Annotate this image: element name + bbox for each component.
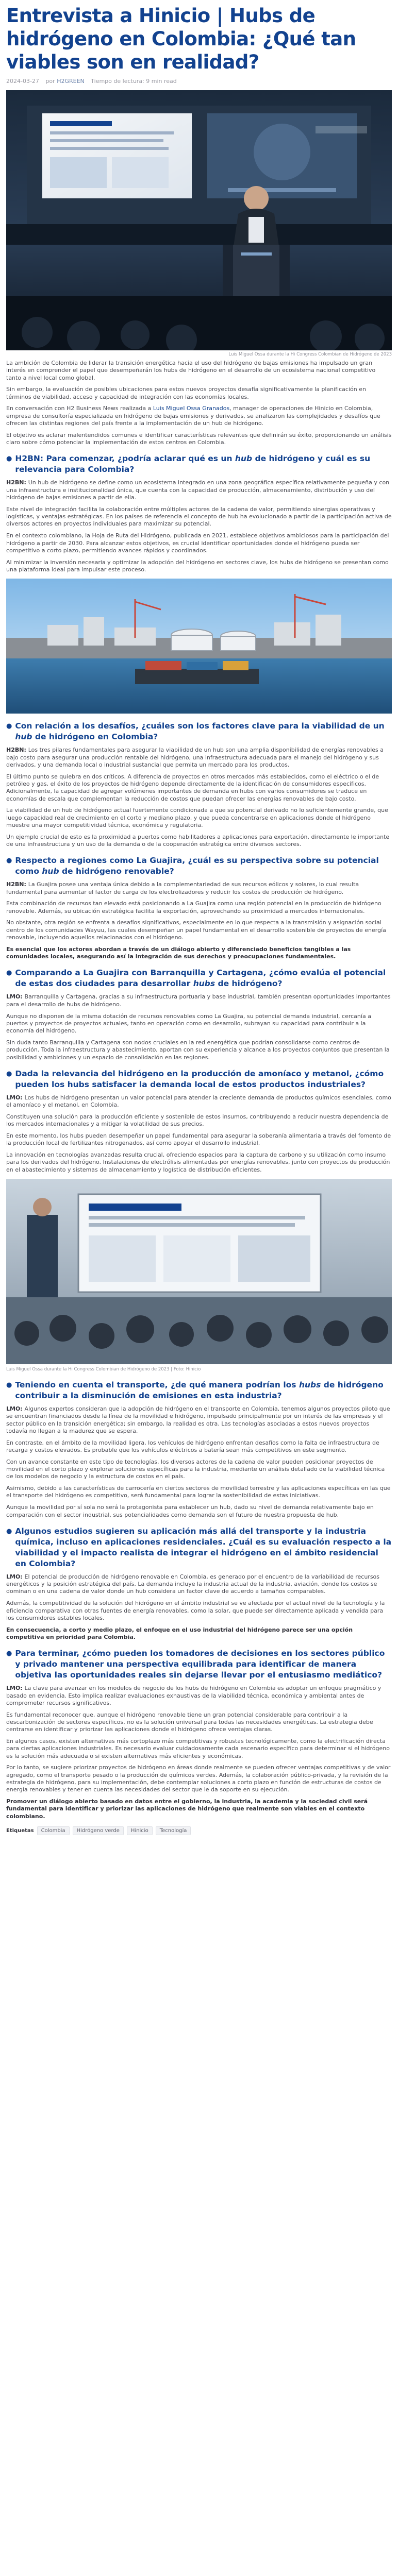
paragraph: Aunque no disponen de la misma dotación de recursos renovables como La Guajira, su potencial demanda industrial, cercanía a puertos y proyectos de proyectos actuales, tanto en operación como en desarrollo, subrayan su capacidad para contribuir a la economía del hidrógeno.	[6, 1012, 371, 1035]
paragraph: La innovación en tecnologías avanzadas resulta crucial, ofreciendo espacios para la captura de carbono y su utilización como insumo para los derivados del hidrógeno. Instalaciones de electrólisis alimentadas por energías renovables, junto con proyectos de producción en el abastecimiento y sistemas de almacenamiento y logística de distribución eficientes.	[6, 1151, 390, 1173]
paragraph: Con un avance constante en este tipo de tecnologías, los diversos actores de la cadena de valor pueden posicionar proyectos de movilidad en el corto plazo y explorar soluciones específicas para la industria, mediante un análisis detallado de la viabilidad técnica de los modelos de negocio y la estructura de costos en el país.	[6, 1458, 385, 1480]
paragraph: Es fundamental reconocer que, aunque el hidrógeno renovable tiene un gran potencial considerable para contribuir a la descarbonización de sectores específicos, no es la solución universal para todas las necesidades energéticas. La estrategia debe centrarse en identificar y priorizar las aplicaciones donde el hidrógeno ofrece ventajas claras.	[6, 1711, 373, 1733]
bullet-icon: ●	[6, 455, 12, 463]
article-meta	[6, 78, 392, 85]
paragraph: En el contexto colombiano, la Hoja de Ruta del Hidrógeno, publicada en 2021, establece objetivos ambiciosos para la participación del hidrógeno a partir de 2030. Para alcanzar estos objetivos, es crucial identificar oportunidades donde el hidrógeno pueda ser competitivo a corto plazo, permitiendo avances rápidos y coordinados.	[6, 532, 389, 554]
hero-image	[6, 90, 392, 350]
paragraph: La ambición de Colombia de liderar la transición energética hacia el uso del hidrógeno de bajas emisiones ha impulsado un gran interés en comprender el papel que desempeñarán los hubs de hidrógeno en el desarrollo de un ecosistema nacional competitivo tanto a nivel local como global.	[6, 360, 376, 381]
reading-time: Tiempo de lectura: 9 min read	[91, 78, 177, 84]
paragraph: El último punto se quiebra en dos críticos. A diferencia de proyectos en otros mercados más establecidos, como el eléctrico o el de petróleo y gas, el éxito de los proyectos de hidrógeno depende directamente de la identificación de consumidores específicos. Adicionalmente, la capacidad de agregar volúmenes importantes de demanda en hubs con varios consumidores se traduce en economías de escala que complementan la reducción de costos que puedan ofrecer las energías renovables de bajo costo.	[6, 773, 379, 802]
paragraph: H2BN: La Guajira posee una ventaja única debido a la complementariedad de sus recursos eólicos y solares, lo cual resulta fundamental para aumentar el factor de carga de los electrolizadores y reducir los costos de producción de hidrógeno.	[6, 881, 359, 895]
hero-caption: Luis Miguel Ossa durante la Hi Congress Colombian de Hidrógeno de 2023	[228, 352, 392, 357]
author-prefix: por	[45, 78, 55, 84]
paragraph: En contraste, en el ámbito de la movilidad ligera, los vehículos de hidrógeno enfrentan desafíos como la falta de infraestructura de recarga y costos elevados. Es probable que los vehículos eléctricos a batería sean más competitivos en este segmento.	[6, 1439, 379, 1453]
question-heading: ● Con relación a los desafíos, ¿cuáles son los factores clave para la viabilidad de un hub de hidrógeno en Colombia?	[6, 721, 385, 742]
person-link[interactable]: Luis Miguel Ossa Granados	[153, 405, 230, 412]
paragraph: Sin embargo, la evaluación de posibles ubicaciones para estos nuevos proyectos desafía significativamente la planificación en términos de viabilidad, acceso y capacidad de integración con las economías locales.	[6, 386, 366, 400]
industrial-port-photo	[6, 579, 392, 714]
article-body	[0, 358, 398, 1835]
paragraph: LMO: El potencial de producción de hidrógeno renovable en Colombia, es generado por el encuentro de la variabilidad de recursos energéticos y la posición estratégica del país. La demanda incluye la industria actual de la industria, aviación, donde los costos se dominan o en una cadena de valor donde un hub considera un factor clave de acuerdo a tamaños comparables.	[6, 1573, 380, 1595]
author-link[interactable]: H2GREEN	[57, 78, 85, 84]
tags-label: Etiquetas	[6, 1828, 34, 1834]
conference-audience-photo	[6, 1179, 392, 1364]
conference-stage-photo	[6, 90, 392, 350]
question-heading: ● Dada la relevancia del hidrógeno en la producción de amoníaco y metanol, ¿cómo pueden los hubs satisfacer la demanda local de estos productos industriales?	[6, 1069, 384, 1089]
conference-photo	[6, 1179, 392, 1364]
question-heading: ● Comparando a La Guajira con Barranquilla y Cartagena, ¿cómo evalúa el potencial de estas dos ciudades para desarrollar hubs de hidrógeno?	[6, 968, 386, 989]
author-line	[45, 78, 84, 84]
paragraph: Esta combinación de recursos tan elevado está posicionando a La Guajira como una región potencial en la producción de hidrógeno renovable. Además, su ubicación estratégica facilita la exportación, aprovechando su proximidad a mercados internacionales.	[6, 900, 382, 914]
article-header	[0, 4, 398, 85]
paragraph: Este nivel de integración facilita la colaboración entre múltiples actores de la cadena de valor, permitiendo sinergias operativas y logísticas, y ventajas estratégicas. En los países de referencia el concepto de hub ha evolucionado a partir de la participación activa de diversos actores en proyectos individuales para maximizar su potencial.	[6, 505, 392, 528]
paragraph: En algunos casos, existen alternativas más cortoplazo más competitivas y robustas tecnológicamente, como la electrificación directa para ciertas aplicaciones industriales. Es necesario evaluar cuidadosamente cada escenario específico para determinar si el hidrógeno es la solución más adecuada o si existen alternativas más eficientes y económicas.	[6, 1738, 390, 1759]
tag-chip[interactable]: Colombia	[37, 1826, 70, 1835]
paragraph: H2BN: Los tres pilares fundamentales para asegurar la viabilidad de un hub son una amplia disponibilidad de energías renovables a bajo costo para asegurar una producción rentable del hidrógeno, una infraestructura adecuada para el manejo del hidrógeno y sus derivados, y una demanda local o industrial sustancial que permita un mercado para los productos.	[6, 747, 384, 768]
paragraph: LMO: La clave para avanzar en los modelos de negocio de los hubs de hidrógeno en Colombia es adoptar un enfoque pragmático y basado en evidencia. Esto implica realizar evaluaciones exhaustivas de la viabilidad técnica, económica y ambiental antes de comprometer recursos significativos.	[6, 1685, 382, 1706]
tag-chip[interactable]: Hinicio	[127, 1826, 153, 1835]
question-heading: ● Para terminar, ¿cómo pueden los tomadores de decisiones en los sectores público y privado mantener una perspectiva equilibrada para identificar de manera objetiva las oportunidades reales sin dejarse llevar por el entusiasmo mediático?	[6, 1649, 385, 1680]
paragraph: Un ejemplo crucial de esto es la proximidad a puertos como habilitadores a aplicaciones para exportación, directamente le importante de una infraestructura y un uso de la demanda o de la cooperación estratégica entre diversos sectores.	[6, 833, 390, 848]
question-heading: ● H2BN: Para comenzar, ¿podría aclarar qué es un hub de hidrógeno y cuál es su relevancia para Colombia?	[6, 454, 371, 474]
bullet-icon: ●	[6, 1381, 12, 1389]
tag-chip[interactable]: Tecnología	[156, 1826, 191, 1835]
paragraph: Constituyen una solución para la producción eficiente y sostenible de estos insumos, contribuyendo a reducir nuestra dependencia de los mercados internacionales y a mitigar la volatilidad de sus precios.	[6, 1113, 389, 1128]
bullet-icon: ●	[6, 1650, 12, 1658]
bullet-icon: ●	[6, 1070, 12, 1078]
bullet-icon: ●	[6, 857, 12, 865]
paragraph: Promover un diálogo abierto basado en datos entre el gobierno, la industria, la academia y la sociedad civil será fundamental para identificar y priorizar las aplicaciones de hidrógeno que realmente son viables en el contexto colombiano.	[6, 1798, 368, 1820]
port-photo	[6, 579, 392, 714]
paragraph: LMO: Los hubs de hidrógeno presentan un valor potencial para atender la creciente demanda de productos químicos esenciales, como el amoníaco y el metanol, en Colombia.	[6, 1094, 391, 1109]
paragraph: Además, la competitividad de la solución del hidrógeno en el ámbito industrial se ve afectada por el actual nivel de la tecnología y la eficiencia comparativa con otras fuentes de energía renovables, como la solar, que puede ser directamente aplicada y vendida para los consumidores estables locales.	[6, 1600, 385, 1621]
paragraph: Sin duda tanto Barranquilla y Cartagena son nodos cruciales en la red energética que podrían consolidarse como centros de producción. Toda la infraestructura y abastecimiento, aportan con su experiencia y alcance a los proyectos conjuntos que presentan la posibilidad y ambiciones y un espacio de consolidación en las regiones.	[6, 1039, 390, 1061]
paragraph: En conversación con H2 Business News realizada a Luis Miguel Ossa Granados, manager de operaciones de Hinicio en Colombia, empresa de consultoría especializada en hidrógeno de bajas emisiones y derivados, se analizaron las complejidades y desafíos que ofrecen las distintas regiones del país frente a la implementación de un hub de hidrógeno.	[6, 405, 380, 427]
paragraph: En consecuencia, a corto y medio plazo, el enfoque en el uso industrial del hidrógeno parece ser una opción competitiva en prioridad para Colombia.	[6, 1626, 353, 1640]
tag-list	[6, 1826, 392, 1835]
question-heading: ● Algunos estudios sugieren su aplicación más allá del transporte y la industria química, incluso en aplicaciones residenciales. ¿Cuál es su evaluación respecto a la viabilidad y el impacto realista de integrar el hidrógeno en el ámbito residencial en Colombia?	[6, 1526, 392, 1568]
paragraph: En este momento, los hubs pueden desempeñar un papel fundamental para asegurar la soberanía alimentaria a través del fomento de la producción local de fertilizantes nitrogenados, así como apoyar el desarrollo industrial.	[6, 1132, 391, 1147]
paragraph: Asimismo, debido a las características de carrocería en ciertos sectores de movilidad terrestre y las aplicaciones específicas en las que el transporte del hidrógeno es competitivo, será fundamental para lograr la sostenibilidad de estas iniciativas.	[6, 1485, 391, 1499]
bullet-icon: ●	[6, 1527, 12, 1535]
paragraph: Al minimizar la inversión necesaria y optimizar la adopción del hidrógeno en sectores clave, los hubs de hidrógeno se presentan como una plataforma ideal para impulsar este proceso.	[6, 558, 389, 573]
article-title: Entrevista a Hinicio | Hubs de hidrógeno en Colombia: ¿Qué tan viables son en realidad?	[6, 5, 356, 73]
bullet-icon: ●	[6, 722, 12, 731]
paragraph: Es esencial que los actores abordan a través de un diálogo abierto y diferenciado beneficios tangibles a las comunidades locales, asegurando así la integración de sus derechos y preocupaciones fundamentales.	[6, 945, 351, 960]
paragraph: Aunque la movilidad por sí sola no será la protagonista para establecer un hub, dado su nivel de demanda relativamente bajo en comparación con el sector industrial, sus potencialidades como demanda son el futuro de nuestra propuesta de hub.	[6, 1504, 374, 1518]
conference-caption: Luis Miguel Ossa durante la Hi Congress Colombian de Hidrógeno de 2023 | Foto: Hinicio	[6, 1367, 201, 1372]
bullet-icon: ●	[6, 969, 12, 977]
paragraph: LMO: Algunos expertos consideran que la adopción de hidrógeno en el transporte en Colombia, tenemos algunos proyectos piloto que se encuentran financiados desde la línea de la movilidad e hidrógeno, impulsado principalmente por un interés de las empresas y el sector público en la transición energética; sin embargo, la realidad es otra. Las tecnologías asociadas a estos nuevos proyectos todavía no llegan a la madurez que se espera.	[6, 1405, 390, 1434]
question-heading: ● Teniendo en cuenta el transporte, ¿de qué manera podrían los hubs de hidrógeno contribuir a la disminución de emisiones en esta industria?	[6, 1380, 384, 1401]
publish-date: 2024-03-27	[6, 78, 39, 84]
paragraph: El objetivo es aclarar malentendidos comunes e identificar características relevantes que definirán su éxito, proporcionando un análisis claro sobre cómo potenciar la implementación de estos centros en Colombia.	[6, 431, 392, 446]
question-heading: ● Respecto a regiones como La Guajira, ¿cuál es su perspectiva sobre su potencial como hub de hidrógeno renovable?	[6, 856, 379, 876]
paragraph: H2BN: Un hub de hidrógeno se define como un ecosistema integrado en una zona geográfica específica relativamente pequeña y con una infraestructura e institucionalidad única, que cuenta con la capacidad de producción, almacenamiento, distribución y uso del hidrógeno de bajas emisiones a partir de ella.	[6, 479, 390, 501]
paragraph: La viabilidad de un hub de hidrógeno actual fuertemente condicionada a que su potencial derivado no lo suficientemente grande, que luego capacidad real de crecimiento en el corto y mediano plazo, y que pueda concentrarse en aplicaciones donde el hidrógeno muestre una mayor competitividad técnica, económica y regulatoria.	[6, 807, 388, 828]
paragraph: No obstante, otra región se enfrenta a desafíos significativos, especialmente en lo que respecta a la transmisión y asignación social dentro de los comunidades Wayuu, las cuales desempeñan un papel fundamental en el desarrollo sostenible de proyectos de energía renovable, incluyendo aquellos relacionados con el hidrógeno.	[6, 919, 386, 941]
tag-chip[interactable]: Hidrógeno verde	[73, 1826, 124, 1835]
paragraph: Por lo tanto, se sugiere priorizar proyectos de hidrógeno en áreas donde realmente se pueden ofrecer ventajas competitivas y de valor agregado, como el transporte pesado o la producción de químicos verdes. Además, la colaboración público-privada, y la revisión de la estrategia de hidrógeno, para su implementación, debe contemplar soluciones a corto plazo en función de estructuras de costos de energía renovables y tener en cuenta las necesidades del sector que le da soporte en su ejecución.	[6, 1764, 391, 1793]
paragraph: LMO: Barranquilla y Cartagena, gracias a su infraestructura portuaria y base industrial, también presentan oportunidades importantes para el desarrollo de hubs de hidrógeno.	[6, 993, 391, 1008]
